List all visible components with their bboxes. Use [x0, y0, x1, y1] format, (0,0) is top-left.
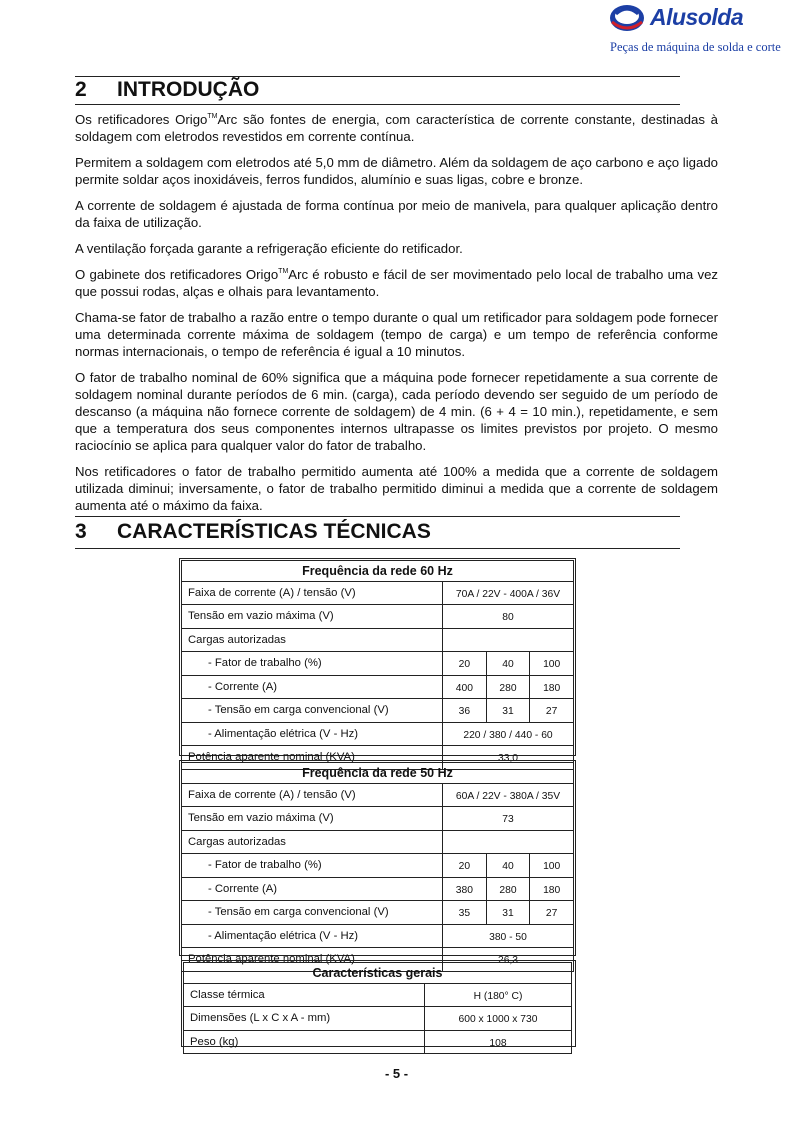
table-cell-value: 27: [530, 699, 574, 723]
table-cell-value: 35: [443, 901, 487, 925]
table-row: [182, 605, 574, 629]
table-cell-value: 380 - 50: [443, 924, 574, 948]
table-cell-label: Cargas autorizadas: [182, 830, 443, 854]
table-row: [182, 652, 574, 676]
table-cell-value: 73: [443, 807, 574, 831]
table-cell-label: Tensão em vazio máxima (V): [182, 605, 443, 629]
table-row: [182, 830, 574, 854]
paragraph: Nos retificadores o fator de trabalho permitido aumenta até 100% a medida que a corrente de soldagem utilizada diminui; inversamente, o fator de trabalho permitido diminui a medida que a corrente de soldagem aumenta até o máximo da faixa.: [75, 464, 718, 513]
section-title: CARACTERÍSTICAS TÉCNICAS: [117, 520, 431, 543]
table-cell-value: 220 / 380 / 440 - 60: [443, 722, 574, 746]
brand-tagline: Peças de máquina de solda e corte: [610, 40, 781, 54]
table-cell-value: 380: [443, 877, 487, 901]
table-cell-label: Faixa de corrente (A) / tensão (V): [182, 783, 443, 807]
table-title: Características gerais: [184, 963, 572, 984]
table-cell-label: Potência aparente nominal (KVA): [182, 746, 443, 770]
table-title: Frequência da rede 60 Hz: [182, 561, 574, 582]
paragraph: O gabinete dos retificadores Origo™Arc é robusto e fácil de ser movimentado pelo local de trabalho uma vez que possui rodas, alças e olhais para levantamento.: [75, 267, 718, 299]
table-cell-label: Faixa de corrente (A) / tensão (V): [182, 581, 443, 605]
paragraph: O fator de trabalho nominal de 60% significa que a máquina pode fornecer repetidamente a sua corrente de soldagem nominal durante períodos de 6 min. (carga), cada período devendo ser seguido de um período de descanso (a máquina não fornece corrente de soldagem) de 4 min. (6 + 4 = 10 min.), repetidamente, e sem que a temperatura dos seus componentes internos ultrapasse os limites previstos por projeto. O mesmo raciocínio se aplica para qualquer valor do fator de trabalho.: [75, 370, 718, 453]
spec-table-60hz: [181, 560, 574, 770]
table-cell-value: 280: [486, 877, 530, 901]
table-row: [182, 854, 574, 878]
section-rule: [75, 548, 680, 549]
table-cell-value: 108: [425, 1030, 572, 1054]
section-3-heading: [75, 520, 431, 544]
table-row: [182, 877, 574, 901]
table-cell-value: 600 x 1000 x 730: [425, 1007, 572, 1031]
table-row: [182, 807, 574, 831]
paragraph: A ventilação forçada garante a refrigeração eficiente do retificador.: [75, 241, 463, 256]
table-row: [182, 783, 574, 807]
spec-table-50hz: [181, 762, 574, 972]
paragraph: A corrente de soldagem é ajustada de forma contínua por meio de manivela, para qualquer aplicação dentro da faixa de utilização.: [75, 198, 718, 230]
table-cell-value: 80: [443, 605, 574, 629]
brand-name: Alusolda: [650, 4, 744, 30]
table-cell-label: - Corrente (A): [182, 675, 443, 699]
table-cell-value: 60A / 22V - 380A / 35V: [443, 783, 574, 807]
page-number: - 5 -: [384, 1066, 409, 1081]
table-title: Frequência da rede 50 Hz: [182, 763, 574, 784]
table-cell-label: - Corrente (A): [182, 877, 443, 901]
table-row: [182, 722, 574, 746]
table-row: [182, 924, 574, 948]
table-cell-label: Tensão em vazio máxima (V): [182, 807, 443, 831]
table-cell-value: 36: [443, 699, 487, 723]
table-cell-value: 70A / 22V - 400A / 36V: [443, 581, 574, 605]
table-cell-value: 27: [530, 901, 574, 925]
table-cell-value: 26,3: [443, 948, 574, 972]
general-characteristics-table: [183, 962, 572, 1054]
table-cell-value: [443, 628, 574, 652]
paragraph: Chama-se fator de trabalho a razão entre o tempo durante o qual um retificador para soldagem pode fornecer uma determinada corrente máxima de soldagem (tempo de carga) e um tempo de referência conforme normas internacionais, o tempo de referência é igual a 10 minutos.: [75, 310, 718, 359]
table-cell-value: 400: [443, 675, 487, 699]
table-cell-label: - Fator de trabalho (%): [182, 652, 443, 676]
table-cell-value: 20: [443, 854, 487, 878]
table-cell-label: Peso (kg): [184, 1030, 425, 1054]
table-row: [184, 1030, 572, 1054]
table-cell-label: - Tensão em carga convencional (V): [182, 901, 443, 925]
table-cell-label: Cargas autorizadas: [182, 628, 443, 652]
table-cell-label: Dimensões (L x C x A - mm): [184, 1007, 425, 1031]
table-row: [184, 983, 572, 1007]
section-rule: [75, 516, 680, 517]
table-cell-label: - Tensão em carga convencional (V): [182, 699, 443, 723]
table-cell-value: 100: [530, 854, 574, 878]
section-2-heading: [75, 78, 259, 102]
table-cell-value: H (180° C): [425, 983, 572, 1007]
table-cell-label: - Fator de trabalho (%): [182, 854, 443, 878]
table-cell-value: 40: [486, 854, 530, 878]
table-row: [182, 675, 574, 699]
table-row: [184, 1007, 572, 1031]
table-cell-value: 33,0: [443, 746, 574, 770]
table-cell-value: 31: [486, 699, 530, 723]
table-cell-value: 280: [486, 675, 530, 699]
table-cell-value: 180: [530, 675, 574, 699]
table-row: [182, 581, 574, 605]
table-cell-value: 180: [530, 877, 574, 901]
paragraph: Permitem a soldagem com eletrodos até 5,0 mm de diâmetro. Além da soldagem de aço carbono e aço ligado permite soldar aços inoxidáveis, ferros fundidos, alumínio e suas ligas, cobre e bronze.: [75, 155, 718, 187]
table-cell-value: [443, 830, 574, 854]
table-row: [182, 628, 574, 652]
paragraph: Os retificadores Origo™Arc são fontes de energia, com característica de corrente constante, destinadas à soldagem com eletrodos revestidos em corrente contínua.: [75, 112, 718, 144]
section-rule: [75, 76, 680, 77]
table-row: [182, 699, 574, 723]
table-cell-label: Classe térmica: [184, 983, 425, 1007]
table-cell-label: - Alimentação elétrica (V - Hz): [182, 722, 443, 746]
table-cell-label: Potência aparente nominal (KVA): [182, 948, 443, 972]
table-cell-label: - Alimentação elétrica (V - Hz): [182, 924, 443, 948]
table-cell-value: 100: [530, 652, 574, 676]
table-cell-value: 31: [486, 901, 530, 925]
section-number: 2: [75, 78, 87, 101]
section-number: 3: [75, 520, 87, 543]
introduction-text: [75, 111, 718, 523]
table-cell-value: 20: [443, 652, 487, 676]
section-title: INTRODUÇÃO: [117, 78, 260, 101]
section-rule: [75, 104, 680, 105]
table-row: [182, 901, 574, 925]
table-cell-value: 40: [486, 652, 530, 676]
